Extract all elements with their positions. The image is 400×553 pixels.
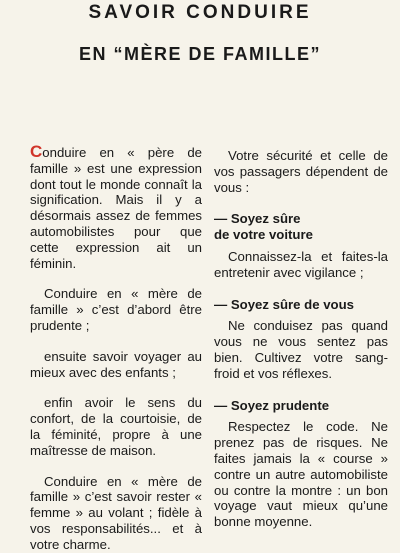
paragraph-intro (30, 144, 202, 271)
paragraph-confort: enfin avoir le sens du confort, de la courtoisie, de la féminité, propre à une maîtresse de maison. (30, 395, 202, 458)
paragraph-prudente: Conduire en « mère de famille » c’est d’abord être prudente ; (30, 286, 202, 333)
heading-voiture (214, 211, 388, 243)
title-line-2: EN “MÈRE DE FAMILLE” (78, 44, 321, 64)
paragraph-voiture: Connaissez-la et faites-la entretenir avec vigilance ; (214, 248, 388, 280)
heading-voiture-line1: — Soyez sûre (214, 211, 301, 227)
drop-cap: C (30, 142, 43, 161)
paragraph-securite: Votre sécurité et celle de vos passagers dépendent de vous : (214, 148, 388, 195)
left-column (30, 144, 202, 553)
paragraph-intro-text: onduire en « père de famille » est une expression dont tout le monde connaît la signification. Mais il y a désormais assez de femmes automobilistes pour que cette expression ait un féminin. (30, 145, 202, 271)
heading-voiture-line2: de votre voiture (214, 227, 313, 243)
right-column (214, 148, 388, 530)
heading-vous: — Soyez sûre de vous (214, 296, 354, 312)
paragraph-charme: Conduire en « mère de famille » c’est savoir rester « femme » au volant ; fidèle à vos responsabilités... et à votre charme. (30, 473, 202, 552)
title-line-1: SAVOIR CONDUIRE (88, 2, 312, 23)
paragraph-enfants: ensuite savoir voyager au mieux avec des enfants ; (30, 348, 202, 380)
paragraph-vous: Ne conduisez pas quand vous ne vous sentez pas bien. Cultivez votre sang-froid et vos réflexes. (214, 318, 388, 381)
paragraph-code: Respectez le code. Ne prenez pas de risques. Ne faites jamais la « course » contre un autre automobiliste ou contre la montre : un bon voyage vaut mieux qu’une bonne moyenne. (214, 419, 388, 530)
heading-prudente: — Soyez prudente (214, 397, 330, 413)
